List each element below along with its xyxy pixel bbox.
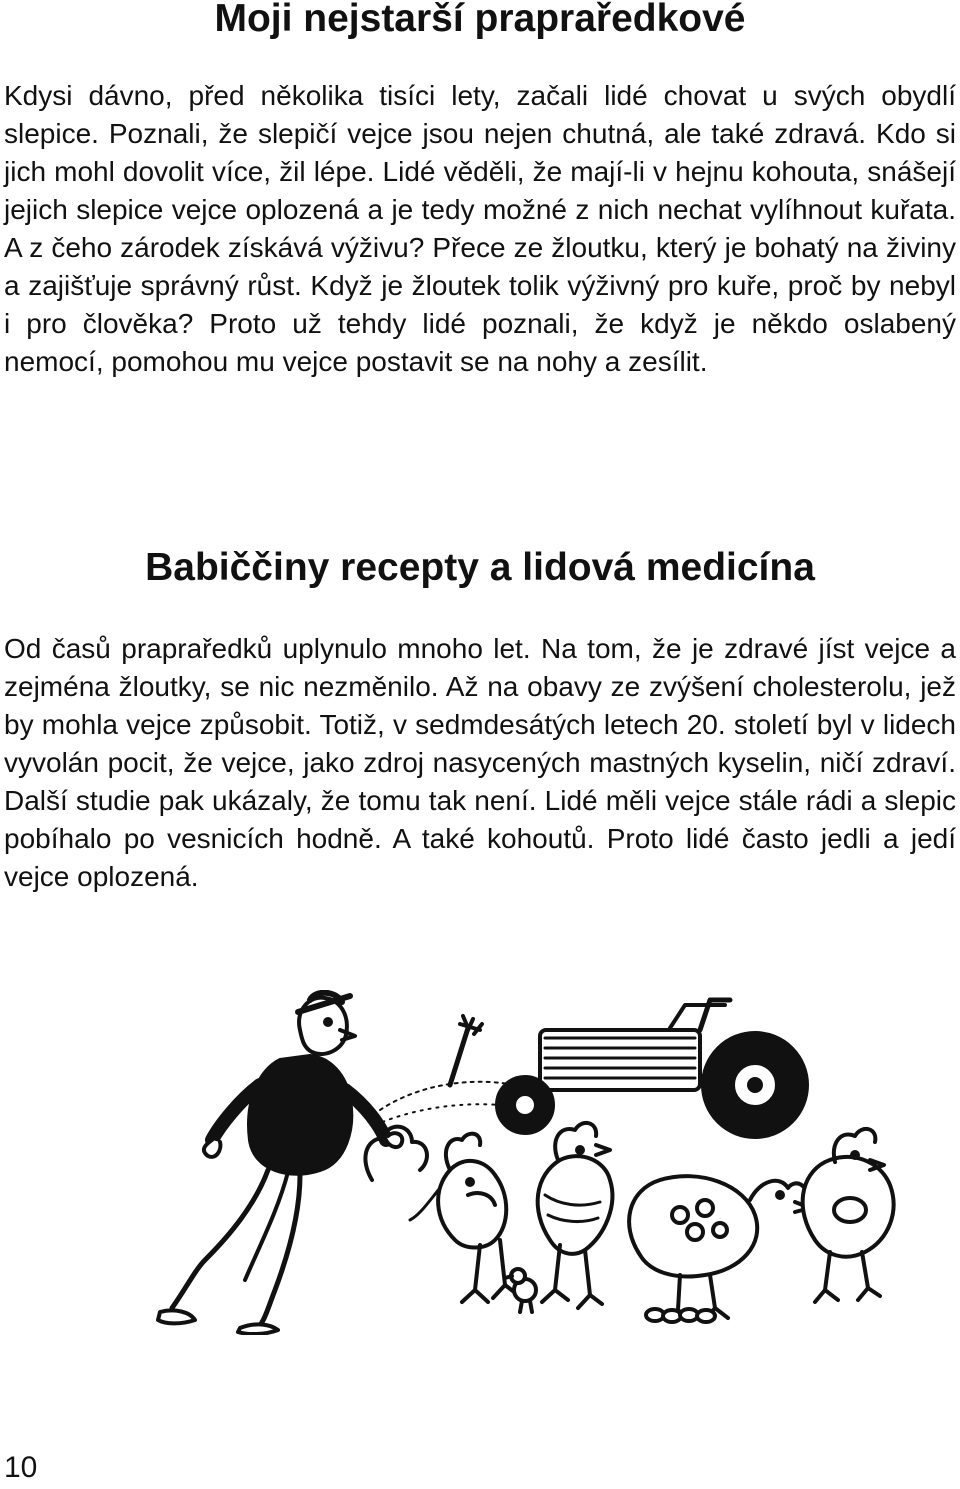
eggs-icon bbox=[646, 1309, 715, 1322]
farm-scene-illustration bbox=[150, 990, 960, 1335]
hen-icon-right bbox=[803, 1129, 894, 1302]
rooster-icon bbox=[365, 1127, 518, 1302]
page-title: Moji nejstarší prapraředkové bbox=[214, 0, 746, 40]
intro-paragraph: Kdysi dávno, před několika tisíci lety, začali lidé chovat u svých obydlí slepice. Poznali, že slepičí vejce jsou nejen chutná, ale také zdravá. Kdo si jich mohl dovolit více, žil lépe. Lidé věděli, že mají-li v hejnu kohouta, snášejí jejich slepice vejce oplozená a je tedy možné z nich nechat vylíhnout kuřata. A z čeho zárodek získává výživu? Přece ze žloutku, který je bohatý na živiny a zajišťuje správný růst. Když je žloutek tolik výživný pro kuře, proč by nebyl i pro člověka? Proto už tehdy lidé poznali, že když je někdo oslabený nemocí, pomohou mu vejce postavit se na nohy a zesílit. bbox=[4, 80, 956, 377]
tractor-icon bbox=[497, 1000, 807, 1137]
section-heading: Babiččiny recepty a lidová medicína bbox=[145, 546, 815, 589]
section-paragraph: Od časů prapraředků uplynulo mnoho let. Na tom, že je zdravé jíst vejce a zejména žloutky, se nic nezměnilo. Až na obavy ze zvýšení cholesterolu, jež by mohla vejce způsobit. Totiž, v sedmdesátých letech 20. století byl v lidech vyvolán pocit, že vejce, jako zdroj nasycených mastných kyselin, ničí zdraví. Další studie pak ukázaly, že tomu tak není. Lidé měli vejce stále rádi a slepic pobíhalo po vesnicích hodně. A také kohoutů. Proto lidé často jedli a jedí vejce oplozená. bbox=[4, 633, 956, 892]
page-number: 10 bbox=[4, 1451, 38, 1484]
hen-icon-center bbox=[538, 1123, 613, 1308]
hen-icon-spotted bbox=[629, 1176, 810, 1320]
